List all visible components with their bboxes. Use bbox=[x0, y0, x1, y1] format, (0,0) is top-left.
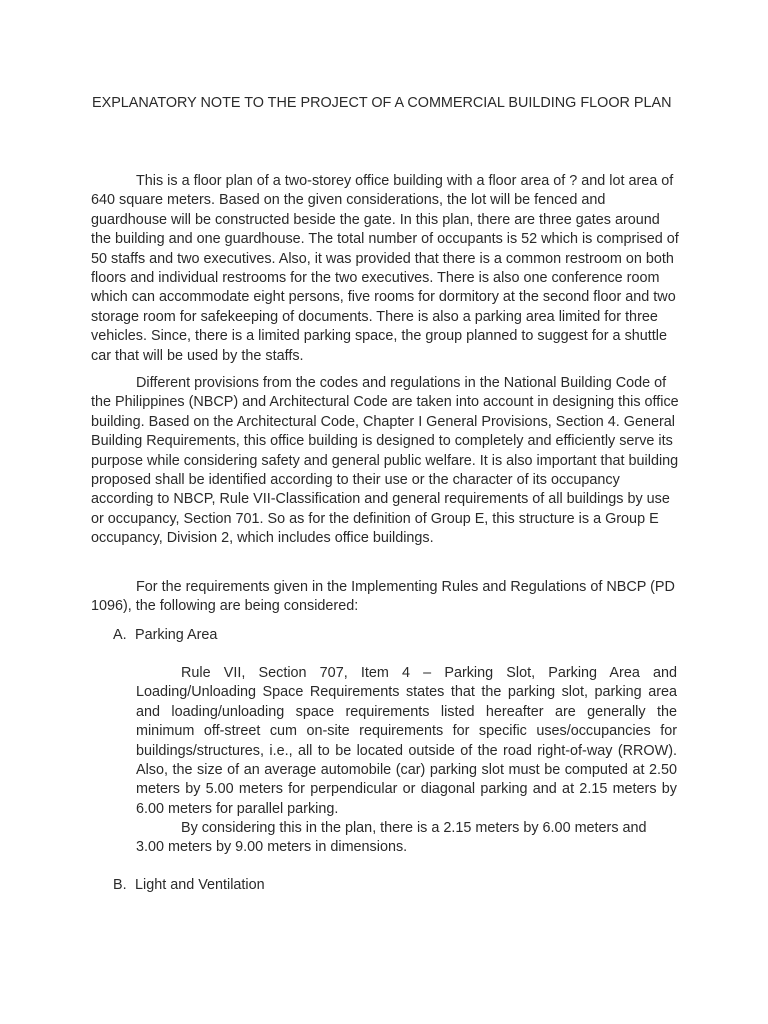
list-item-label: Light and Ventilation bbox=[135, 877, 265, 893]
list-marker: B. bbox=[113, 877, 127, 893]
list-marker: A. bbox=[113, 627, 127, 643]
list-item-light-and-ventilation bbox=[113, 876, 265, 895]
body-paragraph-1: This is a floor plan of a two-storey office building with a floor area of ? and lot area of 640 square meters. Based on the given considerations, the lot will be fenced and guardhouse will be constructed beside the gate. In this plan, there are three gates around the building and one guardhouse. The total number of occupants is 52 which is comprised of 50 staffs and two executives. Also, it was provided that there is a common restroom on both floors and individual restrooms for the two executives. There is also one conference room which can accommodate eight persons, five rooms for dormitory at the second floor and two storage room for safekeeping of documents. There is also a parking area limited for three vehicles. Since, there is a limited parking space, the group planned to suggest for a shuttle car that will be used by the staffs. bbox=[91, 173, 679, 364]
body-paragraph-2: Different provisions from the codes and regulations in the National Building Code of the Philippines (NBCP) and Architectural Code are taken into account in designing this office building. Based on the Architectural Code, Chapter I General Provisions, Section 4. General Building Requirements, this office building is designed to completely and efficiently serve its purpose while considering safety and general public welfare. It is also important that building proposed shall be identified according to their use or the character of its occupancy according to NBCP, Rule VII-Classification and general requirements of all buildings by use or occupancy, Section 701. So as for the definition of Group E, this structure is a Group E occupancy, Division 2, which includes office buildings. bbox=[91, 375, 679, 547]
parking-area-paragraph-2: By considering this in the plan, there is a 2.15 meters by 6.00 meters and 3.00 meters by 9.00 meters in dimensions. bbox=[136, 820, 647, 856]
body-paragraph-3: For the requirements given in the Implementing Rules and Regulations of NBCP (PD 1096), the following are being considered: bbox=[91, 579, 675, 615]
list-item-parking-area bbox=[113, 626, 217, 645]
list-item-label: Parking Area bbox=[135, 627, 218, 643]
parking-area-paragraph-1: Rule VII, Section 707, Item 4 – Parking Slot, Parking Area and Loading/Unloading Space Requirements states that the parking slot, parking area and loading/unloading space requirements listed hereafter are generally the minimum off-street cum on-site requirements for specific uses/occupancies for buildings/structures, i.e., all to be located outside of the road right-of-way (RROW). Also, the size of an average automobile (car) parking slot must be computed at 2.50 meters by 5.00 meters for perpendicular or diagonal parking and at 2.15 meters by 6.00 meters for parallel parking. bbox=[136, 665, 677, 817]
document-title: EXPLANATORY NOTE TO THE PROJECT OF A COMMERCIAL BUILDING FLOOR PLAN bbox=[92, 95, 672, 111]
